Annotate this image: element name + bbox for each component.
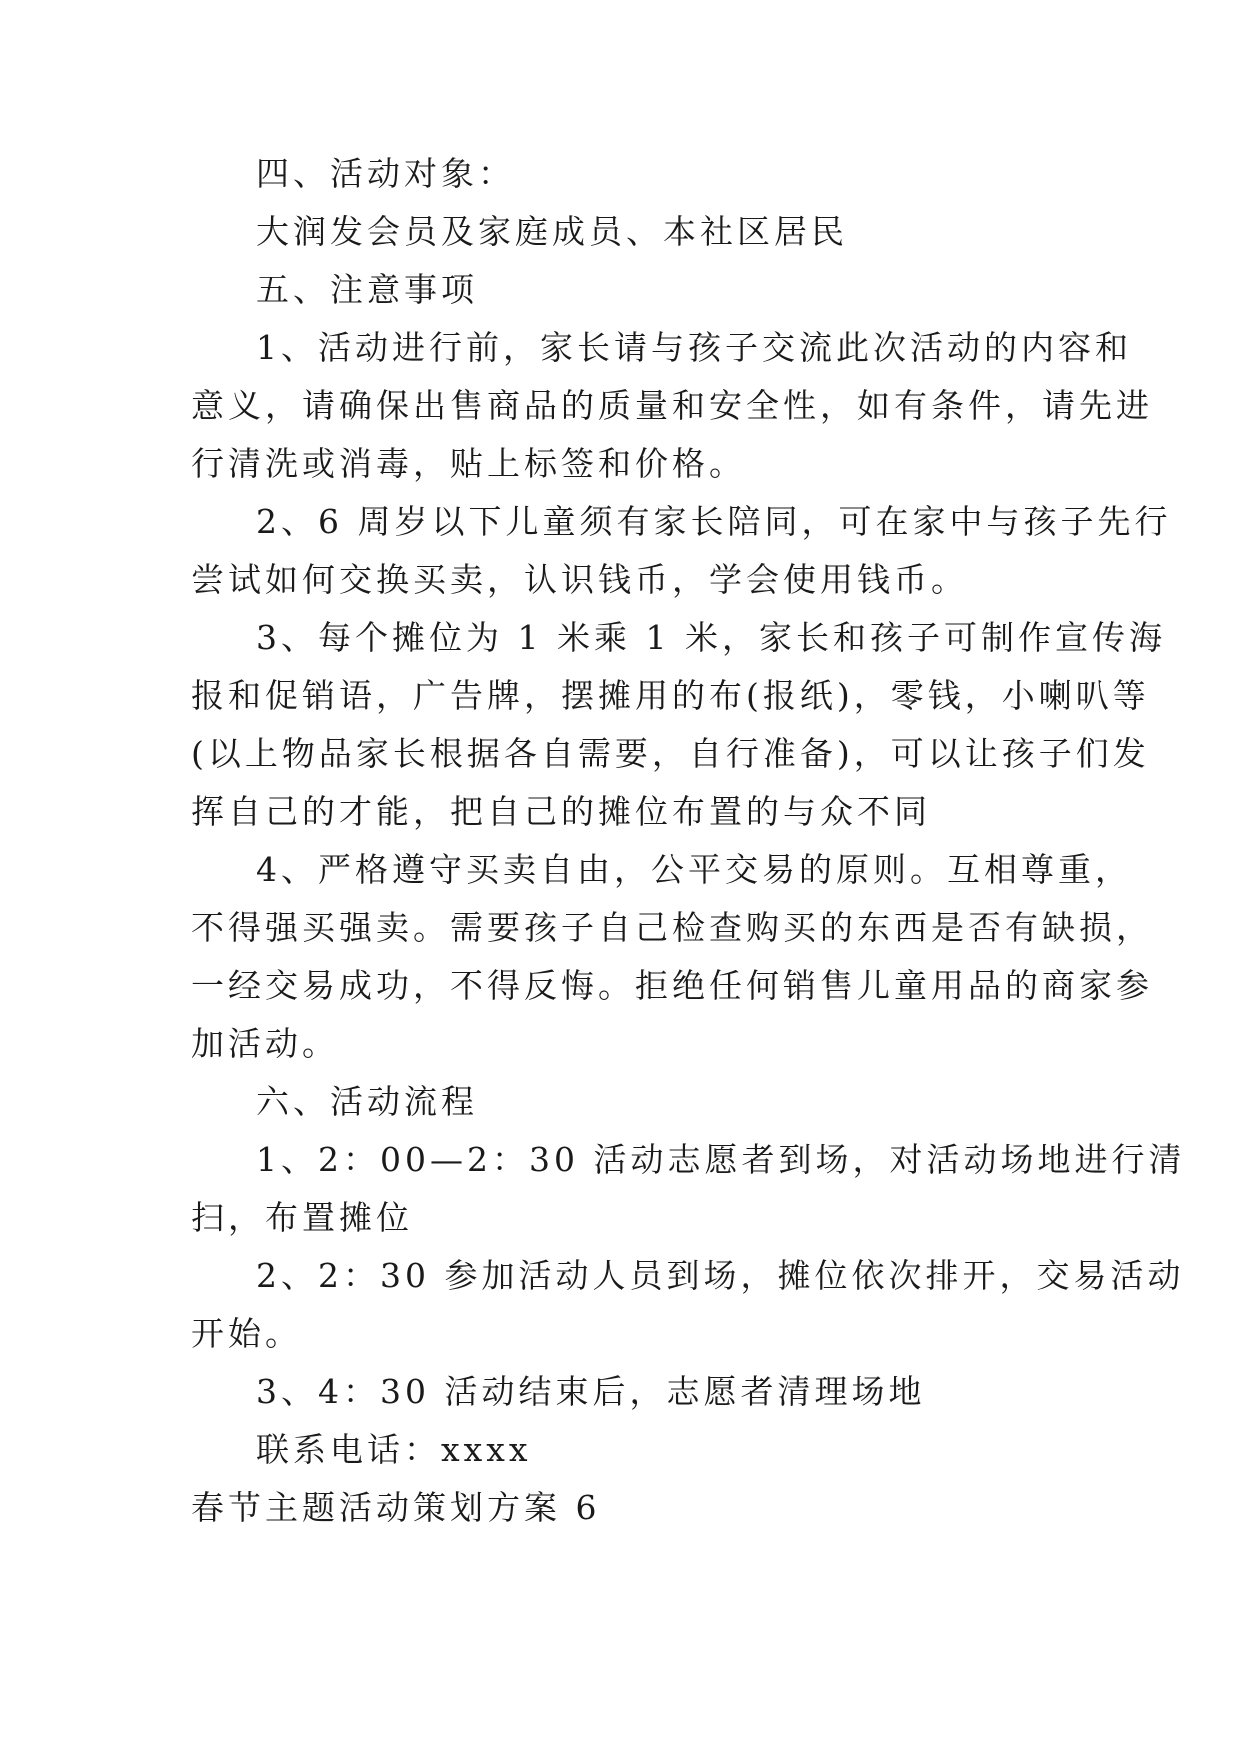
paragraph-line: 报和促销语，广告牌，摆摊用的布(报纸)，零钱，小喇叭等 [191, 676, 1150, 715]
paragraph-line: 1、活动进行前，家长请与孩子交流此次活动的内容和 [256, 328, 1132, 367]
paragraph-line: 2、2：30 参加活动人员到场，摊位依次排开，交易活动 [256, 1256, 1185, 1295]
paragraph-line: 挥自己的才能，把自己的摊位布置的与众不同 [191, 792, 931, 831]
paragraph-line: 意义，请确保出售商品的质量和安全性，如有条件，请先进 [191, 386, 1153, 425]
paragraph-line: 大润发会员及家庭成员、本社区居民 [256, 212, 848, 251]
paragraph-line: 一经交易成功，不得反悔。拒绝任何销售儿童用品的商家参 [191, 966, 1153, 1005]
paragraph-line: 扫，布置摊位 [191, 1198, 413, 1237]
section-heading-activity-flow: 六、活动流程 [256, 1082, 478, 1121]
section-heading-notes: 五、注意事项 [256, 270, 478, 309]
paragraph-line: 1、2：00—2：30 活动志愿者到场，对活动场地进行清 [256, 1140, 1186, 1179]
paragraph-line: 尝试如何交换买卖，认识钱币，学会使用钱币。 [191, 560, 968, 599]
paragraph-line: 3、每个摊位为 1 米乘 1 米，家长和孩子可制作宣传海 [256, 618, 1166, 657]
section-heading-activity-target: 四、活动对象： [256, 154, 515, 193]
paragraph-line: 不得强买强卖。需要孩子自己检查购买的东西是否有缺损， [191, 908, 1153, 947]
document-title: 春节主题活动策划方案 6 [191, 1488, 601, 1527]
paragraph-line: (以上物品家长根据各自需要，自行准备)，可以让孩子们发 [191, 734, 1150, 773]
paragraph-line: 2、6 周岁以下儿童须有家长陪同，可在家中与孩子先行 [256, 502, 1172, 541]
paragraph-line: 4、严格遵守买卖自由，公平交易的原则。互相尊重， [256, 850, 1132, 889]
paragraph-line: 开始。 [191, 1314, 302, 1353]
contact-phone: 联系电话：xxxx [256, 1430, 532, 1469]
paragraph-line: 加活动。 [191, 1024, 339, 1063]
paragraph-line: 行清洗或消毒，贴上标签和价格。 [191, 444, 746, 483]
paragraph-line: 3、4：30 活动结束后，志愿者清理场地 [256, 1372, 926, 1411]
